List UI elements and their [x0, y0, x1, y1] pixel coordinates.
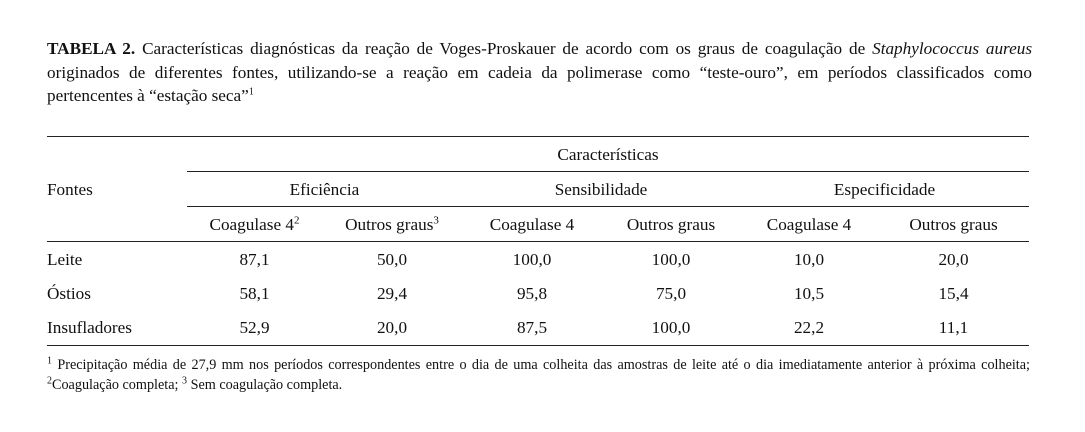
group-header-sensibilidade: Sensibilidade	[554, 180, 648, 199]
subheader-coagulase-4: Coagulase 4	[489, 215, 575, 234]
table-footnote	[47, 355, 1030, 395]
subheader-note-mark: 3	[433, 214, 439, 227]
header-bottom-rule	[47, 241, 1029, 242]
group-header-eficiencia: Eficiência	[289, 180, 360, 199]
table-cell: 87,1	[239, 250, 270, 269]
footnote-mark: 1	[47, 355, 52, 367]
footnote-text: Sem coagulação completa.	[190, 377, 343, 393]
caption-note-mark: 1	[248, 86, 254, 98]
subgroup-rule	[187, 206, 1029, 207]
table-caption	[47, 37, 1032, 108]
characteristics-rule	[187, 171, 1029, 172]
row-source: Insufladores	[47, 318, 132, 337]
subheader-label: Coagulase 4	[209, 215, 294, 234]
table-cell: 10,5	[793, 284, 825, 303]
table-cell: 100,0	[512, 250, 552, 269]
footnote-mark: 2	[47, 375, 52, 387]
subheader-coagulase-4	[187, 214, 322, 236]
group-header-especificidade: Especificidade	[833, 180, 936, 199]
table-cell: 29,4	[376, 284, 408, 303]
subheader-outros-graus: Outros graus	[909, 215, 998, 234]
table-cell: 75,0	[655, 284, 687, 303]
table-cell: 100,0	[651, 250, 691, 269]
table-cell: 20,0	[938, 250, 969, 269]
table-cell: 20,0	[376, 318, 408, 337]
caption-text-part1: Características diagnósticas da reação de Voges-Proskauer de acordo com os graus de coagulação de	[142, 39, 866, 58]
caption-species: Staphylococcus aureus	[872, 39, 1033, 58]
table-cell: 52,9	[239, 318, 270, 337]
table-cell: 10,0	[793, 250, 825, 269]
row-source: Óstios	[47, 284, 91, 303]
row-source: Leite	[47, 250, 83, 269]
footnote-text: Coagulação completa;	[52, 377, 179, 393]
table-cell: 95,8	[516, 284, 548, 303]
row-header-fontes: Fontes	[47, 180, 93, 199]
subheader-outros-graus	[322, 214, 462, 236]
group-header-caracteristicas: Características	[557, 145, 659, 164]
table-cell: 87,5	[516, 318, 548, 337]
table-cell: 11,1	[938, 318, 969, 337]
table-cell: 22,2	[793, 318, 825, 337]
footnote-mark: 3	[182, 375, 188, 387]
caption-text-part2: originados de diferentes fontes, utilizando-se a reação em cadeia da polimerase como “teste-ouro”, em períodos classificados como pertencentes à “estação seca”	[47, 62, 1032, 105]
table-cell: 58,1	[239, 284, 270, 303]
subheader-outros-graus: Outros graus	[626, 215, 716, 234]
subheader-label: Outros graus	[345, 215, 434, 234]
table-cell: 100,0	[651, 318, 691, 337]
table-cell: 50,0	[376, 250, 408, 269]
footnote-text: Precipitação média de 27,9 mm nos períodos correspondentes entre o dia de uma colheita das amostras de leite até o dia imediatamente anterior à próxima colheita;	[57, 357, 1030, 373]
subheader-note-mark: 2	[294, 214, 300, 227]
table-cell: 15,4	[938, 284, 969, 303]
table-bottom-rule	[47, 345, 1029, 346]
caption-label: TABELA 2.	[47, 39, 136, 58]
subheader-coagulase-4: Coagulase 4	[766, 215, 852, 234]
table-top-rule	[47, 136, 1029, 137]
